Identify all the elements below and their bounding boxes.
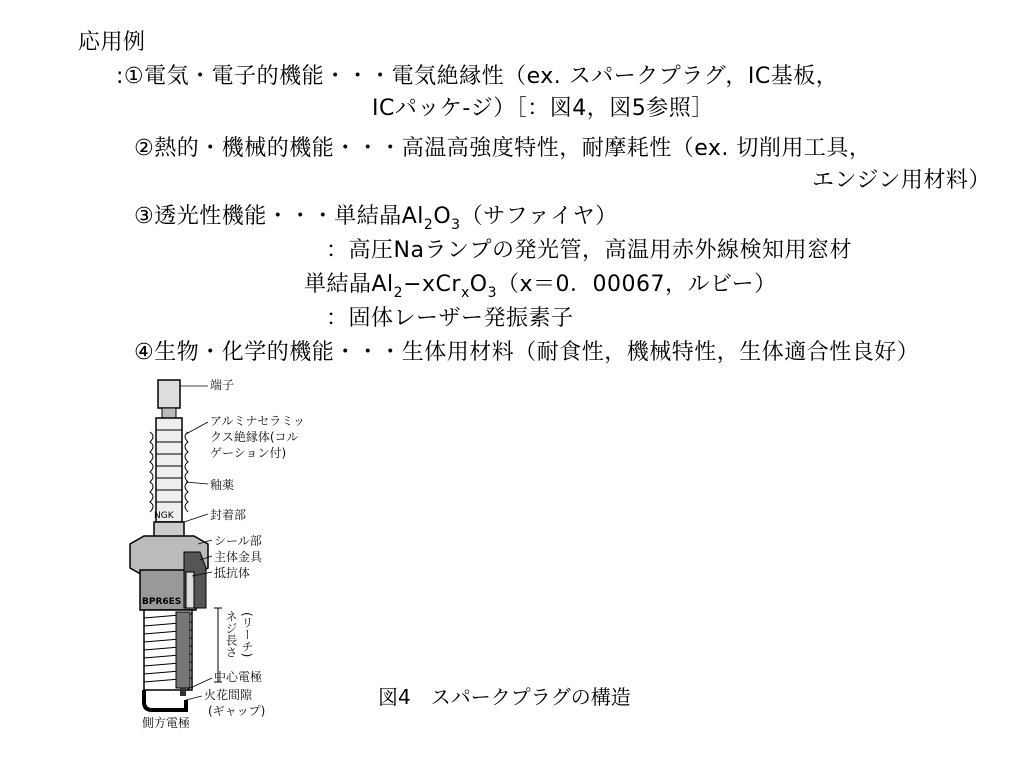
subscript-2: 2 <box>393 285 404 301</box>
ruby-lead: 単結晶Al <box>304 272 394 297</box>
spark-plug-figure <box>120 372 320 732</box>
label-spark-gap-1: 火花間隙 <box>204 688 253 702</box>
subscript-2: 2 <box>423 217 434 233</box>
item-3-lead: ③透光性機能・・・単結晶Al <box>134 204 424 229</box>
label-terminal: 端子 <box>210 378 235 392</box>
item-3-use-1: ：高圧Naランプの発光管，高温用赤外線検知用窓材 <box>326 238 852 263</box>
brand-mark: BPR6ES <box>142 597 182 607</box>
item-3-tail: （サファイヤ） <box>460 204 618 229</box>
figure-caption: 図4 スパークプラグの構造 <box>378 685 631 709</box>
subscript-3: 3 <box>451 217 461 233</box>
item-1-line-2: ICパッケ-ジ）［：図4，図5参照］ <box>372 96 714 121</box>
label-shell: 主体金具 <box>214 550 263 564</box>
ruby-oxygen: O <box>469 272 488 297</box>
label-seal-part: シール部 <box>214 534 262 548</box>
ruby-mid: −xCr <box>403 272 461 297</box>
item-3-line-1 <box>134 202 618 234</box>
label-insulator-3: ゲーション付) <box>210 446 287 460</box>
item-3-line-2 <box>304 270 777 302</box>
ngk-mark: NGK <box>154 511 174 521</box>
page-heading: 応用例 <box>78 30 146 55</box>
subscript-x: x <box>460 285 470 301</box>
item-2-line-2: エンジン用材料） <box>812 168 991 193</box>
oxygen-symbol: O <box>433 204 452 229</box>
label-resistor: 抵抗体 <box>214 566 251 580</box>
ruby-tail: （x＝0．00067，ルビー） <box>497 272 777 297</box>
item-2-line-1: ②熱的・機械的機能・・・高温高強度特性，耐摩耗性（ex. 切削用工具， <box>134 136 872 161</box>
label-center-electrode: 中心電極 <box>214 670 263 684</box>
label-glaze: 釉薬 <box>210 478 235 492</box>
label-seal: 封着部 <box>210 508 247 522</box>
label-reach-2: (リーチ) <box>240 612 254 658</box>
label-reach-1: ネジ長さ <box>224 610 238 658</box>
label-spark-gap-2: (ギャップ) <box>208 704 266 718</box>
label-side-electrode: 側方電極 <box>142 716 191 730</box>
item-1-line-1: :①電気・電子的機能・・・電気絶縁性（ex. スパークプラグ，IC基板， <box>116 64 839 89</box>
label-insulator-1: アルミナセラミッ <box>210 414 306 428</box>
item-3-use-2: ：固体レーザー発振素子 <box>326 306 574 331</box>
item-4-line-1: ④生物・化学的機能・・・生体用材料（耐食性，機械特性，生体適合性良好） <box>134 340 920 365</box>
subscript-3: 3 <box>487 285 497 301</box>
label-insulator-2: クス絶縁体(コル <box>210 430 299 444</box>
